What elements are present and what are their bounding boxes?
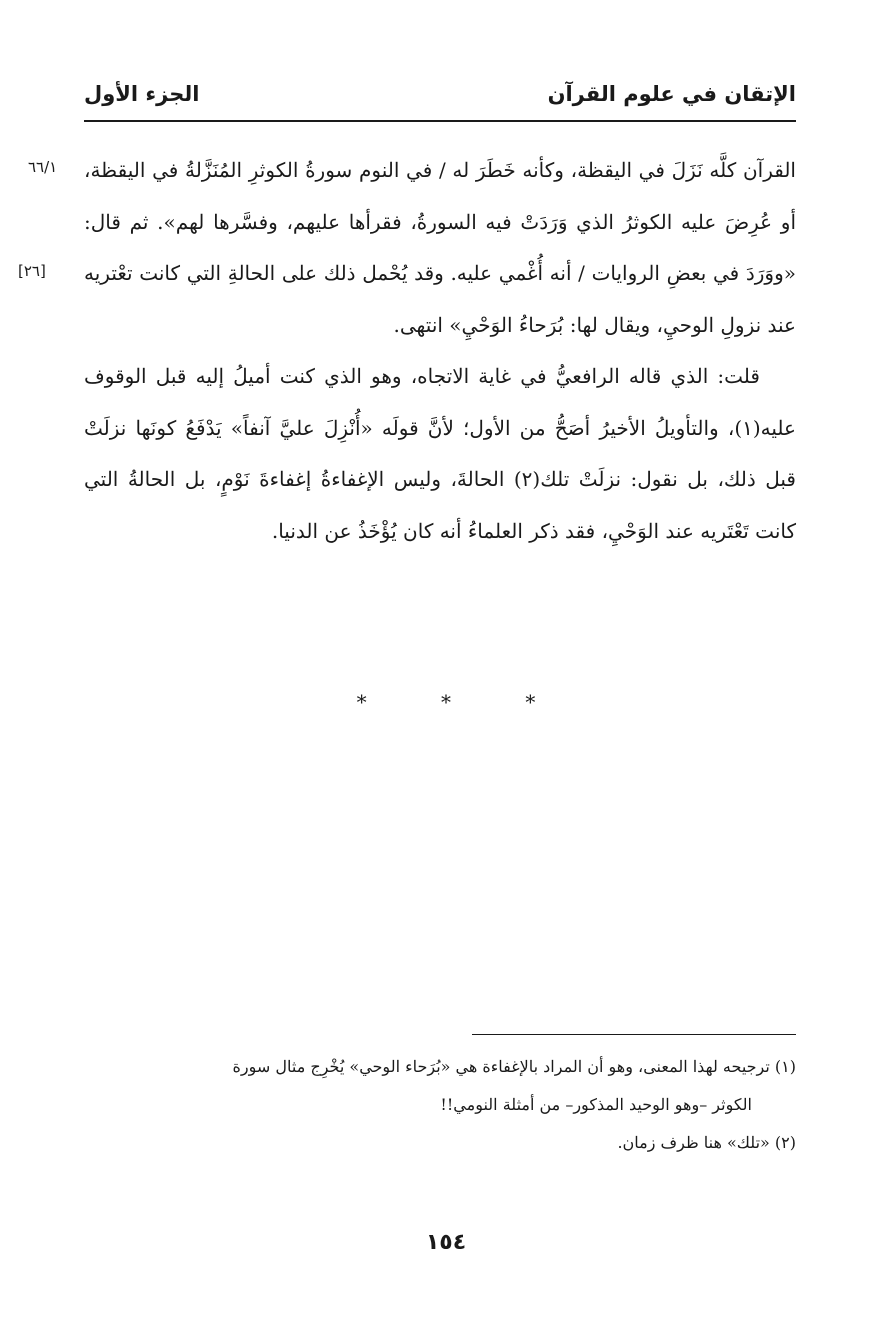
paragraph: القرآن كلَّه نَزَلَ في اليقظة، وكأنه خَطَرَ له / في النوم سورةُ الكوثرِ المُنَزَّلةُ في اليقظة، أو عُرِضَ عليه الكوثرُ الذي وَرَدَتْ فيه السورةُ، فقرأها عليهم، وفسَّرها لهم». ثم قال: «ووَرَدَ في بعضِ الروايات / أنه أُغْمي عليه. وقد يُحْمل ذلك على الحالةِ التي كانت تعْتريه عند نزولِ الوحيِ، ويقال لها: بُرَحاءُ الوَحْيِ» انتهى. [84, 158, 796, 337]
footnotes [84, 1048, 796, 1162]
footnote: (١) ترجيحه لهذا المعنى، وهو أن المراد بالإغفاءة هي «بُرَحاء الوحي» يُخْرِج مثال سورة [232, 1057, 796, 1076]
footnote-divider [472, 1034, 796, 1035]
footnote-continuation: الكوثر –وهو الوحيد المذكور– من أمثلة النومي!! [440, 1095, 752, 1114]
page-number: ١٥٤ [425, 1230, 467, 1255]
footnote: (٢) «تلك» هنا ظرف زمان. [617, 1133, 796, 1152]
margin-reference: ٦٦/١ [28, 158, 58, 176]
margin-reference: [٢٦] [18, 262, 46, 280]
main-text [84, 145, 796, 557]
book-title: الإتقان في علوم القرآن [547, 82, 796, 106]
paragraph: قلت: الذي قاله الرافعيُّ في غاية الاتجاه، وهو الذي كنت أميلُ إليه قبل الوقوف عليه(١)، والتأويلُ الأخيرُ أصَحُّ من الأول؛ لأنَّ قولَه «أُنْزِلَ عليَّ آنفاً» يَدْفَعُ كونَها نزلَتْ قبل ذلك، بل نقول: نزلَتْ تلك(٢) الحالةَ، وليس الإغفاءةُ إغفاءةَ نَوْمٍ، بل الحالةُ التي كانت تَعْتَريه عند الوَحْيِ، فقد ذكر العلماءُ أنه كان يُؤْخَذُ عن الدنيا. [84, 364, 796, 543]
header-divider [84, 120, 796, 122]
volume-label: الجزء الأول [84, 82, 200, 106]
running-header [84, 78, 796, 118]
section-separator: * * * [356, 690, 570, 714]
